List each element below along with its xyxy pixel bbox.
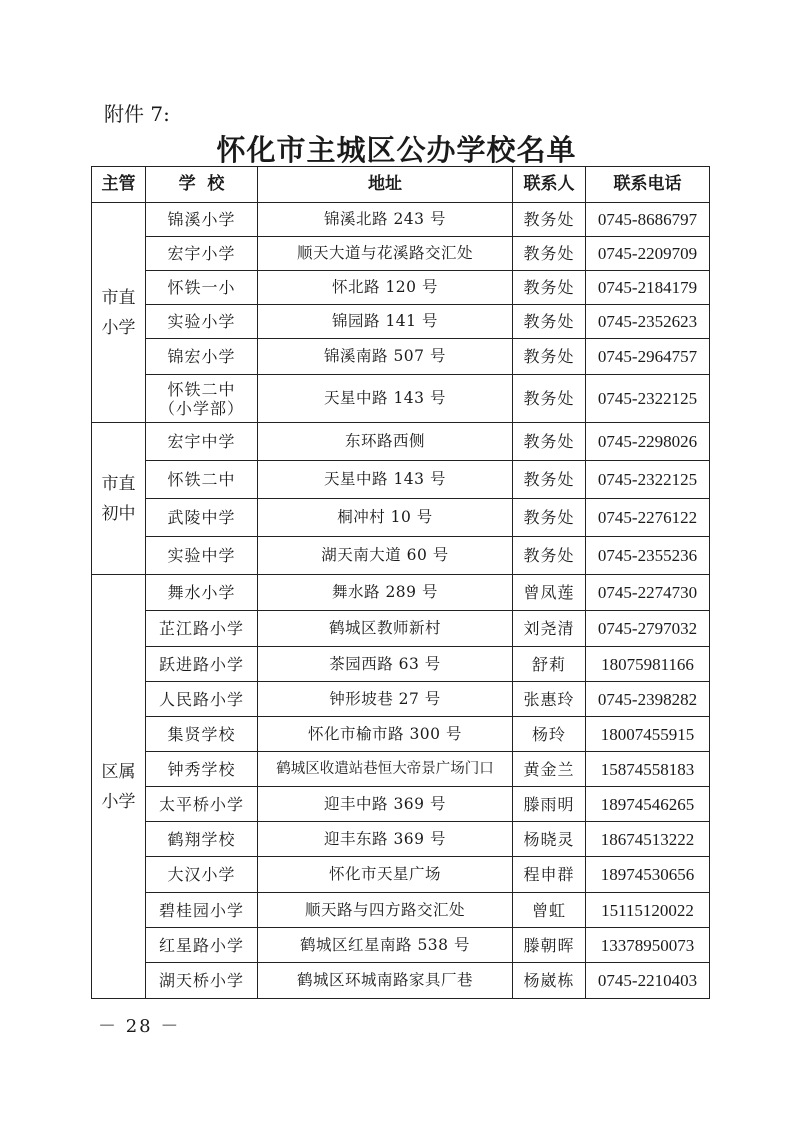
school-address: 鹤城区教师新村 xyxy=(258,611,513,647)
school-name: 碧桂园小学 xyxy=(146,893,258,928)
school-name: 红星路小学 xyxy=(146,928,258,963)
school-address: 迎丰中路 369 号 xyxy=(258,787,513,822)
school-table xyxy=(91,166,710,999)
school-name: 舞水小学 xyxy=(146,575,258,611)
school-phone: 18075981166 xyxy=(586,647,710,682)
school-contact: 教务处 xyxy=(513,537,586,575)
header-contact: 联系人 xyxy=(513,167,586,203)
school-phone: 0745-2210403 xyxy=(586,963,710,999)
school-contact: 教务处 xyxy=(513,237,586,271)
school-address: 天星中路 143 号 xyxy=(258,375,513,423)
school-contact: 教务处 xyxy=(513,203,586,237)
school-name: 芷江路小学 xyxy=(146,611,258,647)
school-name: 湖天桥小学 xyxy=(146,963,258,999)
school-name: 集贤学校 xyxy=(146,717,258,752)
school-address: 锦园路 141 号 xyxy=(258,305,513,339)
school-address: 湖天南大道 60 号 xyxy=(258,537,513,575)
school-name: 怀铁二中 （小学部） xyxy=(146,375,258,423)
school-address: 鹤城区红星南路 538 号 xyxy=(258,928,513,963)
table-row xyxy=(92,963,710,999)
school-phone: 0745-2276122 xyxy=(586,499,710,537)
header-address: 地址 xyxy=(258,167,513,203)
school-phone: 0745-2797032 xyxy=(586,611,710,647)
school-name: 太平桥小学 xyxy=(146,787,258,822)
school-phone: 0745-2322125 xyxy=(586,375,710,423)
page-number: － 28 － xyxy=(98,1016,181,1037)
school-contact: 杨玲 xyxy=(513,717,586,752)
school-address: 鹤城区环城南路家具厂巷 xyxy=(258,963,513,999)
school-contact: 教务处 xyxy=(513,499,586,537)
table-row xyxy=(92,237,710,271)
school-phone: 0745-2209709 xyxy=(586,237,710,271)
school-address: 怀化市榆市路 300 号 xyxy=(258,717,513,752)
table-row xyxy=(92,305,710,339)
school-address: 舞水路 289 号 xyxy=(258,575,513,611)
school-phone: 18674513222 xyxy=(586,822,710,857)
school-phone: 15115120022 xyxy=(586,893,710,928)
table-row xyxy=(92,787,710,822)
school-contact: 程申群 xyxy=(513,857,586,893)
school-phone: 0745-2355236 xyxy=(586,537,710,575)
school-contact: 教务处 xyxy=(513,423,586,461)
school-contact: 刘尧清 xyxy=(513,611,586,647)
school-name: 大汉小学 xyxy=(146,857,258,893)
group-label: 市直 小学 xyxy=(92,203,146,423)
school-contact: 教务处 xyxy=(513,271,586,305)
school-address: 茶园西路 63 号 xyxy=(258,647,513,682)
school-phone: 13378950073 xyxy=(586,928,710,963)
school-contact: 滕朝晖 xyxy=(513,928,586,963)
table-row xyxy=(92,822,710,857)
school-phone: 18974546265 xyxy=(586,787,710,822)
page-title: 怀化市主城区公办学校名单 xyxy=(216,133,577,167)
table-row xyxy=(92,499,710,537)
school-name: 宏宇中学 xyxy=(146,423,258,461)
header-school: 学 校 xyxy=(146,167,258,203)
school-contact: 曾虹 xyxy=(513,893,586,928)
school-phone: 0745-2298026 xyxy=(586,423,710,461)
table-row xyxy=(92,611,710,647)
table-row xyxy=(92,647,710,682)
school-address: 顺天路与四方路交汇处 xyxy=(258,893,513,928)
attachment-label: 附件 7: xyxy=(104,102,170,126)
school-phone: 0745-2352623 xyxy=(586,305,710,339)
school-name: 怀铁二中 xyxy=(146,461,258,499)
table-row xyxy=(92,339,710,375)
school-phone: 18974530656 xyxy=(586,857,710,893)
school-address: 钟形坡巷 27 号 xyxy=(258,682,513,717)
school-address: 鹤城区收遣站巷恒大帝景广场门口 xyxy=(258,752,513,787)
school-phone: 18007455915 xyxy=(586,717,710,752)
school-contact: 黄金兰 xyxy=(513,752,586,787)
school-name: 跃进路小学 xyxy=(146,647,258,682)
school-contact: 教务处 xyxy=(513,461,586,499)
group-label: 区属 小学 xyxy=(92,575,146,999)
table-row xyxy=(92,375,710,423)
school-contact: 教务处 xyxy=(513,339,586,375)
school-phone: 0745-2398282 xyxy=(586,682,710,717)
table-row xyxy=(92,537,710,575)
table-row xyxy=(92,203,710,237)
table-header-row xyxy=(92,167,710,203)
school-address: 桐冲村 10 号 xyxy=(258,499,513,537)
school-address: 锦溪南路 507 号 xyxy=(258,339,513,375)
school-phone: 0745-2964757 xyxy=(586,339,710,375)
school-phone: 15874558183 xyxy=(586,752,710,787)
school-name: 锦宏小学 xyxy=(146,339,258,375)
school-contact: 教务处 xyxy=(513,375,586,423)
school-contact: 张惠玲 xyxy=(513,682,586,717)
school-name: 锦溪小学 xyxy=(146,203,258,237)
school-contact: 曾凤莲 xyxy=(513,575,586,611)
school-address: 顺天大道与花溪路交汇处 xyxy=(258,237,513,271)
table-row xyxy=(92,717,710,752)
table-row xyxy=(92,752,710,787)
school-contact: 杨晓灵 xyxy=(513,822,586,857)
school-address: 东环路西侧 xyxy=(258,423,513,461)
school-contact: 滕雨明 xyxy=(513,787,586,822)
table-row xyxy=(92,575,710,611)
group-label: 市直 初中 xyxy=(92,423,146,575)
school-name: 武陵中学 xyxy=(146,499,258,537)
table-row xyxy=(92,682,710,717)
school-contact: 教务处 xyxy=(513,305,586,339)
school-phone: 0745-8686797 xyxy=(586,203,710,237)
school-name: 鹤翔学校 xyxy=(146,822,258,857)
school-name: 宏宇小学 xyxy=(146,237,258,271)
school-address: 怀化市天星广场 xyxy=(258,857,513,893)
table-row xyxy=(92,461,710,499)
school-name: 实验小学 xyxy=(146,305,258,339)
school-contact: 舒莉 xyxy=(513,647,586,682)
school-name: 实验中学 xyxy=(146,537,258,575)
school-address: 怀北路 120 号 xyxy=(258,271,513,305)
school-name: 钟秀学校 xyxy=(146,752,258,787)
school-phone: 0745-2322125 xyxy=(586,461,710,499)
table-row xyxy=(92,857,710,893)
header-phone: 联系电话 xyxy=(586,167,710,203)
school-address: 锦溪北路 243 号 xyxy=(258,203,513,237)
table-row xyxy=(92,423,710,461)
school-name: 怀铁一小 xyxy=(146,271,258,305)
school-phone: 0745-2184179 xyxy=(586,271,710,305)
header-supervisor: 主管 xyxy=(92,167,146,203)
school-name: 人民路小学 xyxy=(146,682,258,717)
school-address: 天星中路 143 号 xyxy=(258,461,513,499)
school-address: 迎丰东路 369 号 xyxy=(258,822,513,857)
table-row xyxy=(92,928,710,963)
school-phone: 0745-2274730 xyxy=(586,575,710,611)
table-row xyxy=(92,893,710,928)
school-contact: 杨崴栋 xyxy=(513,963,586,999)
table-row xyxy=(92,271,710,305)
